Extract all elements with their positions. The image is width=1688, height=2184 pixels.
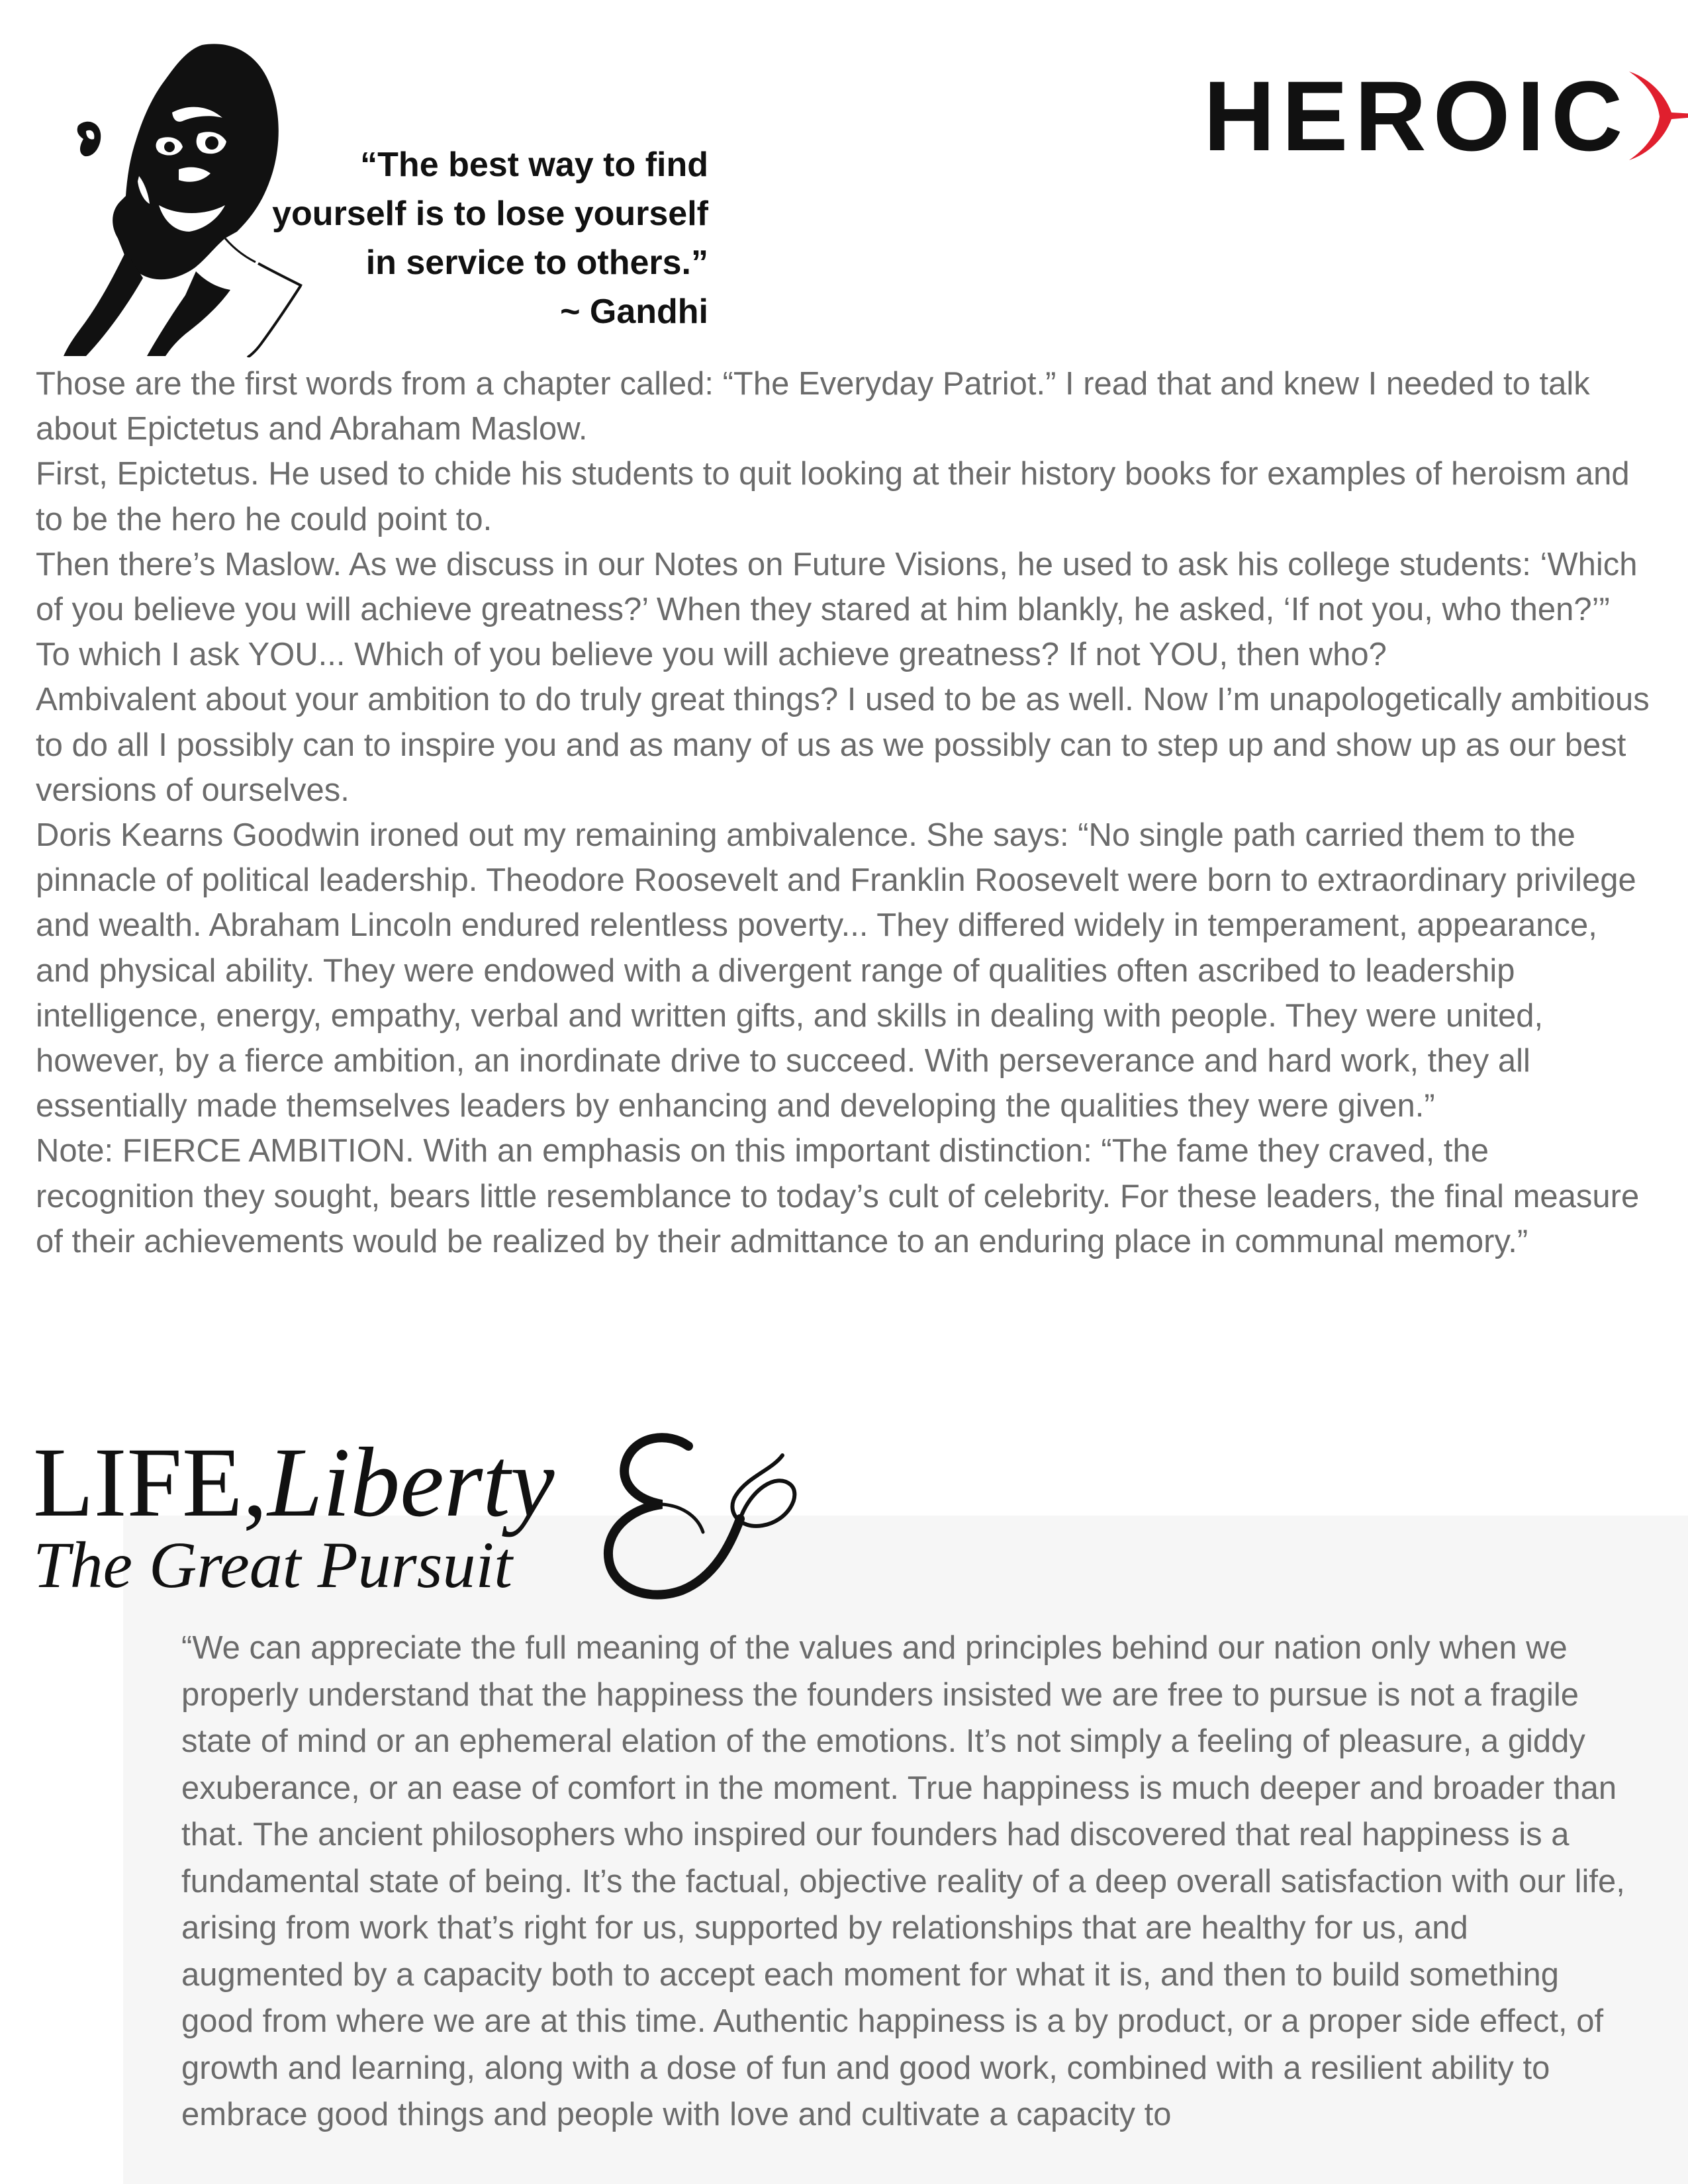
section-title <box>33 1428 761 1605</box>
heroic-wing-icon <box>1625 66 1688 165</box>
quote-line: “The best way to find <box>360 146 708 184</box>
quote-line: in service to others.” <box>365 244 708 282</box>
body-paragraph: Then there’s Maslow. As we discuss in our Notes on Future Visions, he used to ask his college students: ‘Which of you believe you will achieve greatness?’ When they stared at him blankly, he asked, ‘If not you, who then?’” <box>36 546 1638 628</box>
gandhi-quote <box>252 140 708 336</box>
title-life: LIFE, <box>33 1428 268 1537</box>
body-paragraph: Those are the first words from a chapter called: “The Everyday Patriot.” I read that and knew I needed to talk about Epictetus and Abraham Maslow. <box>36 366 1590 447</box>
body-paragraph: Note: FIERCE AMBITION. With an emphasis on this important distinction: “The fame they craved, the recognition they sought, bears little resemblance to today’s cult of celebrity. For these leaders, the final measure of their achievements would be realized by their admittance to an enduring place in communal memory.” <box>36 1133 1640 1259</box>
body-paragraph: Doris Kearns Goodwin ironed out my remaining ambivalence. She says: “No single path carried them to the pinnacle of political leadership. Theodore Roosevelt and Franklin Roosevelt were born to extraordinary privilege and wealth. Abraham Lincoln endured relentless poverty... They differed widely in temperament, appearance, and physical ability. They were endowed with a divergent range of qualities often ascribed to leadership intelligence, energy, empathy, verbal and written gifts, and skills in dealing with people. They were united, however, by a fierce ambition, an inordinate drive to succeed. With perseverance and hard work, they all essentially made themselves leaders by enhancing and developing the qualities they were given.” <box>36 817 1636 1124</box>
section-title-line-1 <box>33 1428 555 1537</box>
heroic-logo <box>1203 60 1688 171</box>
section-paragraph-text: “We can appreciate the full meaning of the values and principles behind our nation only when we properly understand that the happiness the founders insisted we are free to pursue is not a fragile state of mind or an ephemeral elation of the emotions. It’s not simply a feeling of pleasure, a giddy exuberance, or an ease of comfort in the moment. True happiness is much deeper and broader than that. The ancient philosophers who inspired our founders had discovered that real happiness is a fundamental state of being. It’s the factual, objective reality of a deep overall satisfaction with our life, arising from work that’s right for us, supported by relationships that are healthy for us, and augmented by a capacity both to accept each moment for what it is, and then to build something good from where we are at this time. Authentic happiness is a by product, or a proper side effect, of growth and learning, along with a dose of fun and good work, combined with a resilient ability to embrace good things and people with love and cultivate a capacity to <box>181 1630 1625 2132</box>
body-paragraph: Ambivalent about your ambition to do truly great things? I used to be as well. Now I’m unapologetically ambitious to do all I possibly can to inspire you and as many of us as we possibly can to step up and show up as our best versions of ourselves. <box>36 682 1650 808</box>
logo-text: HEROIC <box>1203 60 1630 171</box>
section-paragraph <box>181 1625 1638 2138</box>
quote-line: yourself is to lose yourself <box>272 195 708 233</box>
body-paragraph: To which I ask YOU... Which of you believe you will achieve greatness? If not YOU, then who? <box>36 637 1387 673</box>
quote-attribution: ~ Gandhi <box>560 293 708 331</box>
ampersand-flourish-icon <box>589 1426 801 1605</box>
article-body <box>36 361 1651 1264</box>
title-pursuit: The Great Pursuit <box>33 1528 513 1602</box>
body-paragraph: First, Epictetus. He used to chide his students to quit looking at their history books for examples of heroism and to be the hero he could point to. <box>36 456 1630 537</box>
title-liberty: Liberty <box>267 1428 555 1537</box>
